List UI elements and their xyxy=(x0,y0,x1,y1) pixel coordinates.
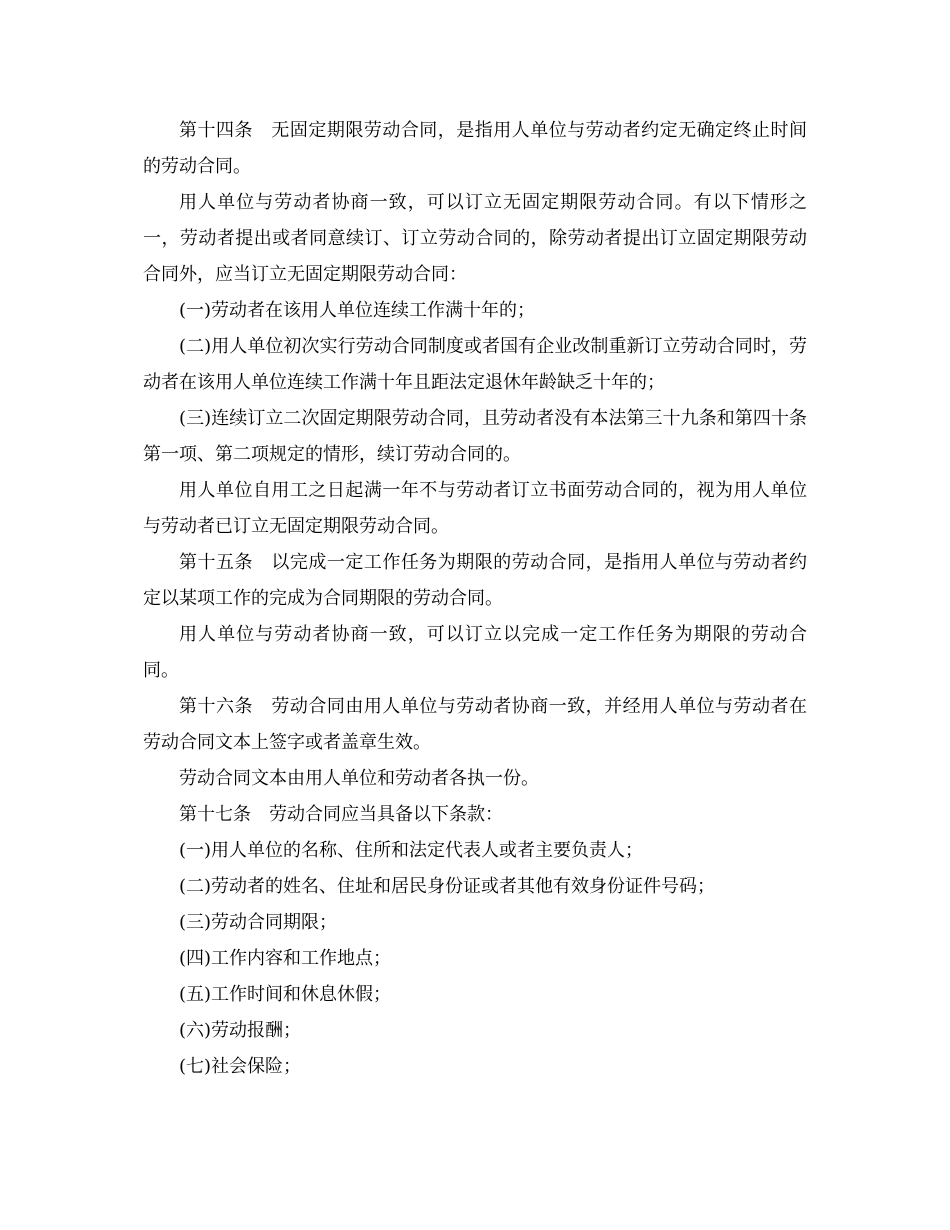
article-17-item-5: (五)工作时间和休息休假； xyxy=(179,984,392,1005)
article-14-item-3: (三)连续订立二次固定期限劳动合同，且劳动者没有本法第三十九条和第四十条第一项、第二项规定的情形，续订劳动合同的。 xyxy=(143,408,807,465)
article-17-item-4: (四)工作内容和工作地点； xyxy=(179,948,392,969)
article-17-item-1: (一)用人单位的名称、住所和法定代表人或者主要负责人； xyxy=(179,840,644,861)
article-15-agreement: 用人单位与劳动者协商一致，可以订立以完成一定工作任务为期限的劳动合同。 xyxy=(143,624,807,681)
article-15-paragraph: 第十五条 以完成一定工作任务为期限的劳动合同，是指用人单位与劳动者约定以某项工作的完成为合同期限的劳动合同。 xyxy=(143,552,807,609)
article-17-paragraph: 第十七条 劳动合同应当具备以下条款： xyxy=(179,804,503,825)
document-body xyxy=(143,113,807,1085)
article-17-item-6: (六)劳动报酬； xyxy=(179,1020,302,1041)
article-16-copies: 劳动合同文本由用人单位和劳动者各执一份。 xyxy=(179,768,539,789)
article-14-item-2: (二)用人单位初次实行劳动合同制度或者国有企业改制重新订立劳动合同时，劳动者在该用人单位连续工作满十年且距法定退休年龄缺乏十年的； xyxy=(143,336,807,393)
article-17-item-7: (七)社会保险； xyxy=(179,1056,302,1077)
article-17-item-2: (二)劳动者的姓名、住址和居民身份证或者其他有效身份证件号码； xyxy=(179,876,716,897)
article-17-item-3: (三)劳动合同期限； xyxy=(179,912,338,933)
article-16-paragraph: 第十六条 劳动合同由用人单位与劳动者协商一致，并经用人单位与劳动者在劳动合同文本上签字或者盖章生效。 xyxy=(143,696,807,753)
article-14-deemed-contract: 用人单位自用工之日起满一年不与劳动者订立书面劳动合同的，视为用人单位与劳动者已订立无固定期限劳动合同。 xyxy=(143,480,807,537)
article-14-conditions-intro: 用人单位与劳动者协商一致，可以订立无固定期限劳动合同。有以下情形之一，劳动者提出或者同意续订、订立劳动合同的，除劳动者提出订立固定期限劳动合同外，应当订立无固定期限劳动合同： xyxy=(143,192,807,285)
article-14-paragraph: 第十四条 无固定期限劳动合同，是指用人单位与劳动者约定无确定终止时间的劳动合同。 xyxy=(143,120,807,177)
article-14-item-1: (一)劳动者在该用人单位连续工作满十年的； xyxy=(179,300,536,321)
